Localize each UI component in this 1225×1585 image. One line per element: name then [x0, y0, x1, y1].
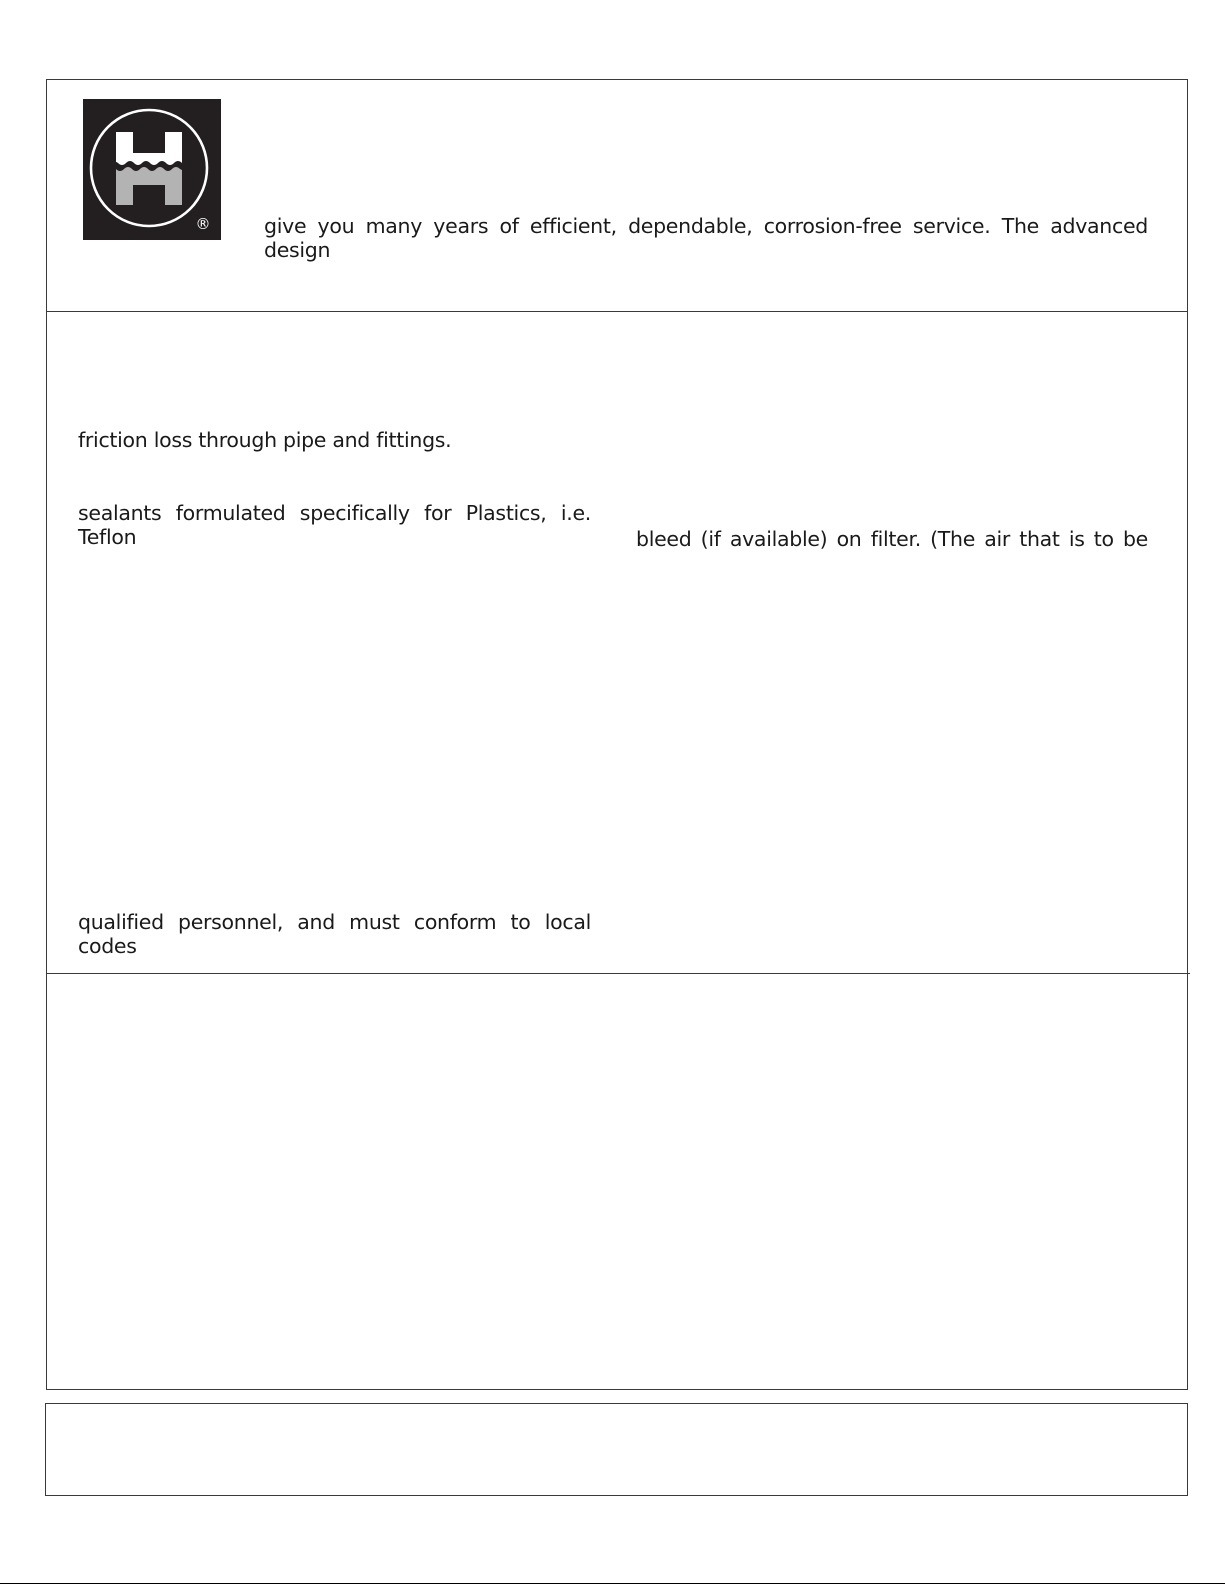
qualified-text: qualified personnel, and must conform to local codes [78, 910, 591, 958]
section-divider-bottom [46, 973, 1190, 974]
intro-text: give you many years of efficient, dependable, corrosion-free service. The advanced design [264, 214, 1148, 262]
sealants-text: sealants formulated specifically for Plastics, i.e. Teflon [78, 501, 591, 549]
content-frame [46, 79, 1188, 1390]
hayward-h-logo-icon [83, 99, 221, 240]
registered-mark: ® [195, 215, 211, 233]
page-bottom-rule [0, 1583, 1225, 1584]
friction-text: friction loss through pipe and fittings. [78, 428, 452, 452]
section-divider-top [46, 311, 1188, 312]
footer-box [45, 1403, 1188, 1496]
bleed-text: bleed (if available) on filter. (The air that is to be [636, 527, 1148, 551]
